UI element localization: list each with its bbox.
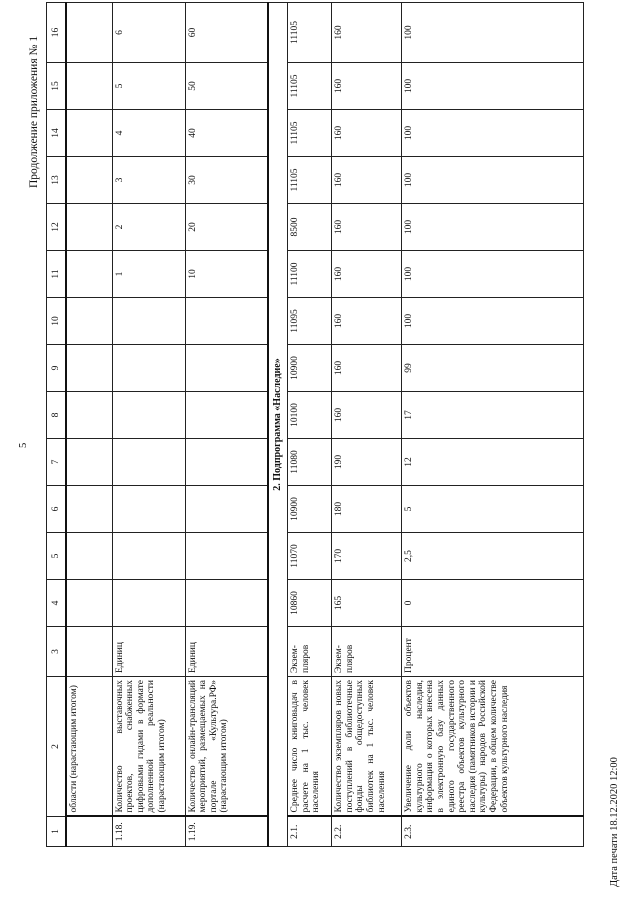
value-cell: 6	[112, 3, 185, 63]
print-date: Дата печати 18.12.2020 12:00	[609, 757, 620, 887]
value-cell: 10900	[288, 486, 332, 533]
value-cell: 20	[185, 204, 268, 251]
value-cell: 10	[185, 251, 268, 298]
value-cell: 160	[332, 298, 402, 345]
column-number: 10	[47, 298, 67, 345]
value-cell: 100	[402, 251, 584, 298]
value-cell: 160	[332, 204, 402, 251]
subprogram-row	[268, 3, 288, 847]
value-cell: 1	[112, 251, 185, 298]
indicators-table	[46, 2, 584, 847]
value-cell	[112, 298, 185, 345]
column-number: 6	[47, 486, 67, 533]
column-number: 15	[47, 63, 67, 110]
table-row	[66, 3, 112, 847]
value-cell: 10860	[288, 580, 332, 627]
unit-cell: Экзем-пляров	[288, 627, 332, 677]
value-cell: 11105	[288, 110, 332, 157]
row-name-cell: Количество выставочных проектов, снабженных цифровыми гидами в формате дополненной реальности (нарастающим итогом)	[112, 677, 185, 817]
value-cell	[185, 533, 268, 580]
value-cell: 165	[332, 580, 402, 627]
value-cell: 2,5	[402, 533, 584, 580]
row-name-cell: Количество онлайн-трансляций мероприятий, размещаемых на портале «Культура.РФ» (нарастающим итогом)	[185, 677, 268, 817]
page-number: 5	[18, 442, 29, 448]
row-number-cell: 2.1.	[288, 817, 332, 847]
row-number-cell: 2.2.	[332, 817, 402, 847]
value-cell: 4	[112, 110, 185, 157]
unit-cell: Процент	[402, 627, 584, 677]
value-cell: 170	[332, 533, 402, 580]
row-name-cell: Увеличение доли объектов культурного наследия, информация о которых внесена в электронную базу данных единого государственного реестра объектов культурного наследия (памятников истории и культуры) народов Российской Федерации, в общем количестве объектов культурного наследия	[402, 677, 584, 817]
value-cell: 160	[332, 392, 402, 439]
value-cell: 160	[332, 345, 402, 392]
row-number-cell: 2.3.	[402, 817, 584, 847]
column-number: 11	[47, 251, 67, 298]
value-cell: 30	[185, 157, 268, 204]
value-cell: 11070	[288, 533, 332, 580]
row-number-cell	[66, 817, 112, 847]
value-cell: 11095	[288, 298, 332, 345]
table-row	[332, 3, 402, 847]
value-cell: 100	[402, 298, 584, 345]
value-cell	[112, 392, 185, 439]
value-cell: 100	[402, 204, 584, 251]
unit-cell: Единиц	[185, 627, 268, 677]
value-cell: 190	[332, 439, 402, 486]
table-body	[47, 3, 584, 847]
column-number: 1	[47, 817, 67, 847]
row-number-cell: 1.19.	[185, 817, 268, 847]
row-name-cell: Количество экземпляров новых поступлений в библиотечные фонды общедоступных библиотек на 1 тыс. человек населения	[332, 677, 402, 817]
value-cell: 160	[332, 157, 402, 204]
unit-cell: Экзем-пляров	[332, 627, 402, 677]
column-number: 14	[47, 110, 67, 157]
value-cell: 2	[112, 204, 185, 251]
value-cell: 3	[112, 157, 185, 204]
row-name-cell: Среднее число книговыдач в расчете на 1 тыс. человек населения	[288, 677, 332, 817]
value-cell: 100	[402, 63, 584, 110]
column-number: 3	[47, 627, 67, 677]
table-row	[288, 3, 332, 847]
value-cell	[112, 533, 185, 580]
value-cell: 10100	[288, 392, 332, 439]
value-cell: 160	[332, 3, 402, 63]
value-cell: 8500	[288, 204, 332, 251]
column-number: 5	[47, 533, 67, 580]
value-cell: 11080	[288, 439, 332, 486]
value-cell: 100	[402, 157, 584, 204]
column-number: 9	[47, 345, 67, 392]
value-cell: 100	[402, 110, 584, 157]
value-cell	[185, 345, 268, 392]
column-number: 12	[47, 204, 67, 251]
column-number: 4	[47, 580, 67, 627]
value-cell: 11105	[288, 63, 332, 110]
value-cell	[185, 580, 268, 627]
unit-cell: Единиц	[112, 627, 185, 677]
column-number: 16	[47, 3, 67, 63]
value-cell: 50	[185, 63, 268, 110]
continuation-label: Продолжение приложения № 1	[28, 35, 40, 188]
value-cell: 5	[402, 486, 584, 533]
value-cell: 180	[332, 486, 402, 533]
column-number: 8	[47, 392, 67, 439]
value-cell	[112, 345, 185, 392]
unit-cell	[66, 627, 112, 677]
table-row	[402, 3, 584, 847]
value-cell: 40	[185, 110, 268, 157]
value-cell: 0	[402, 580, 584, 627]
subprogram-title: 2. Подпрограмма «Наследие»	[268, 3, 288, 847]
value-cell	[185, 486, 268, 533]
value-cell	[112, 580, 185, 627]
table-row	[185, 3, 268, 847]
value-cell: 11105	[288, 157, 332, 204]
column-number: 7	[47, 439, 67, 486]
value-cell: 5	[112, 63, 185, 110]
column-number: 13	[47, 157, 67, 204]
value-cell: 160	[332, 63, 402, 110]
value-cell: 160	[332, 251, 402, 298]
value-cell: 10900	[288, 345, 332, 392]
value-cell: 17	[402, 392, 584, 439]
value-cell	[112, 486, 185, 533]
value-cell: 12	[402, 439, 584, 486]
table-row	[112, 3, 185, 847]
value-cell	[185, 298, 268, 345]
value-cell: 99	[402, 345, 584, 392]
value-cell: 100	[402, 3, 584, 63]
value-cell	[185, 392, 268, 439]
value-cell: 11100	[288, 251, 332, 298]
row-name-cell: области (нарастающим итогом)	[66, 677, 112, 817]
value-cell: 60	[185, 3, 268, 63]
value-cell: 160	[332, 110, 402, 157]
value-cell: 11105	[288, 3, 332, 63]
value-cell	[185, 439, 268, 486]
column-numbers-row	[47, 3, 67, 847]
row-number-cell: 1.18.	[112, 817, 185, 847]
column-number: 2	[47, 677, 67, 817]
value-cell	[112, 439, 185, 486]
